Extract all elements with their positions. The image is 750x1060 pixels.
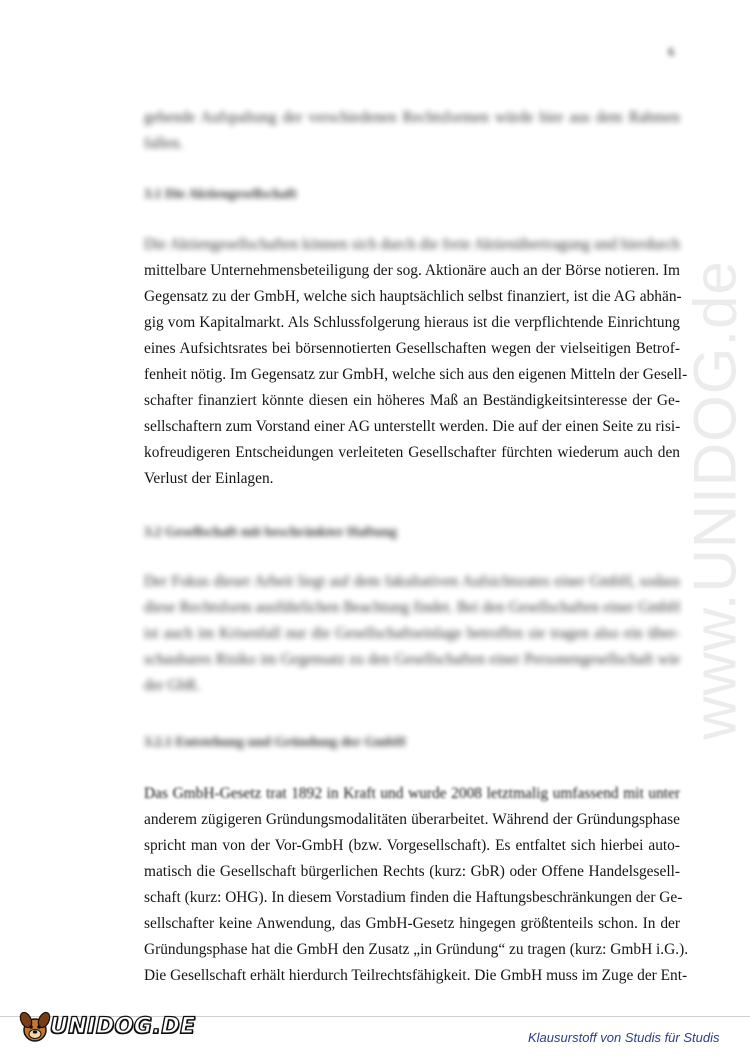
text-line: der GbR. bbox=[144, 677, 201, 694]
text-line: Verlust der Einlagen. bbox=[144, 470, 274, 487]
page-number: 6 bbox=[668, 44, 675, 59]
section-heading-gmbh: 3.2 Gesellschaft mit beschränkter Haftung bbox=[144, 525, 397, 540]
text-line: diese Rechtsform ausführlichen Beachtung findet. Bei den Gesellschaften einer GmbH bbox=[144, 599, 680, 616]
dog-icon bbox=[18, 1008, 52, 1044]
text-line: Gegensatz zu der GmbH, welche sich hauptsächlich selbst finanziert, ist die AG abhän- bbox=[144, 288, 682, 305]
intro-paragraph bbox=[144, 105, 680, 157]
text-line: gig vom Kapitalmarkt. Als Schlussfolgerung hieraus ist die verpflichtende Einrichtung bbox=[144, 314, 680, 331]
unidog-logo bbox=[18, 1006, 196, 1046]
text-line: fenheit nötig. Im Gegensatz zur GmbH, welche sich aus den eigenen Mitteln der Gesell- bbox=[144, 366, 688, 383]
section-heading-aktiengesellschaft: 3.1 Die Aktiengesellschaft bbox=[144, 187, 297, 202]
text-line: Die Aktiengesellschaften können sich durch die freie Aktienübertragung und hierdurch bbox=[144, 236, 680, 253]
text-line: eines Aufsichtsrates bei börsennotierten Gesellschaften wegen der vielseitigen Betrof- bbox=[144, 340, 680, 357]
text-line: sellschafter keine Anwendung, das GmbH-Gesetz hingegen größtenteils schon. In der bbox=[144, 915, 680, 932]
text-line: spricht man von der Vor-GmbH (bzw. Vorgesellschaft). Es entfaltet sich hierbei auto- bbox=[144, 837, 680, 854]
footer-tagline: Klausurstoff von Studis für Studis bbox=[528, 1030, 720, 1045]
section-heading-entstehung: 3.2.1 Entstehung und Gründung der GmbH bbox=[144, 735, 406, 750]
entstehung-paragraph bbox=[144, 781, 689, 989]
watermark: www.UNIDOG.de bbox=[681, 260, 749, 740]
text-line: Gründungsphase hat die GmbH den Zusatz „in Gründung“ zu tragen (kurz: GmbH i.G.). bbox=[144, 941, 689, 958]
gmbh-paragraph bbox=[144, 569, 680, 699]
text-line: schaft (kurz: OHG). In diesem Vorstadium finden die Haftungsbeschränkungen der Ge- bbox=[144, 889, 683, 906]
text-line: schaubares Risiko im Gegensatz zu den Gesellschaften einer Personengesellschaft wie bbox=[144, 651, 680, 668]
text-line: Das GmbH-Gesetz trat 1892 in Kraft und wurde 2008 letztmalig umfassend mit unter bbox=[144, 785, 680, 802]
text-line: mittelbare Unternehmensbeteiligung der sog. Aktionäre auch an der Börse notieren. Im bbox=[144, 262, 680, 279]
text-line: Der Fokus dieser Arbeit liegt auf dem fakultativen Aufsichtsrates einer GmbH, sodass bbox=[144, 573, 680, 590]
text-line: Die Gesellschaft erhält hierdurch Teilrechtsfähigkeit. Die GmbH muss im Zuge der Ent- bbox=[144, 967, 688, 984]
text-line: fallen. bbox=[144, 135, 183, 152]
logo-wordmark: UNIDOG.DE bbox=[50, 1013, 196, 1039]
text-line: kofreudigeren Entscheidungen verleiteten Gesellschafter fürchten wiederum auch den bbox=[144, 444, 680, 461]
text-line: sellschaftern zum Vorstand einer AG unterstellt werden. Die auf der einen Seite zu risi- bbox=[144, 418, 681, 435]
ag-paragraph bbox=[144, 232, 688, 492]
text-line: ist auch im Krisenfall nur die Gesellschaftseinlage betroffen sie tragen also ein über- bbox=[144, 625, 680, 642]
text-line: schafter finanziert könnte diesen ein höheres Maß an Beständigkeitsinteresse der Ge- bbox=[144, 392, 680, 409]
text-line: gehende Aufspaltung der verschiedenen Rechtsformen würde hier aus dem Rahmen bbox=[144, 109, 680, 126]
text-line: anderem zügigeren Gründungsmodalitäten überarbeitet. Während der Gründungsphase bbox=[144, 811, 680, 828]
text-line: matisch die Gesellschaft bürgerlichen Rechts (kurz: GbR) oder Offene Handelsgesell- bbox=[144, 863, 680, 880]
